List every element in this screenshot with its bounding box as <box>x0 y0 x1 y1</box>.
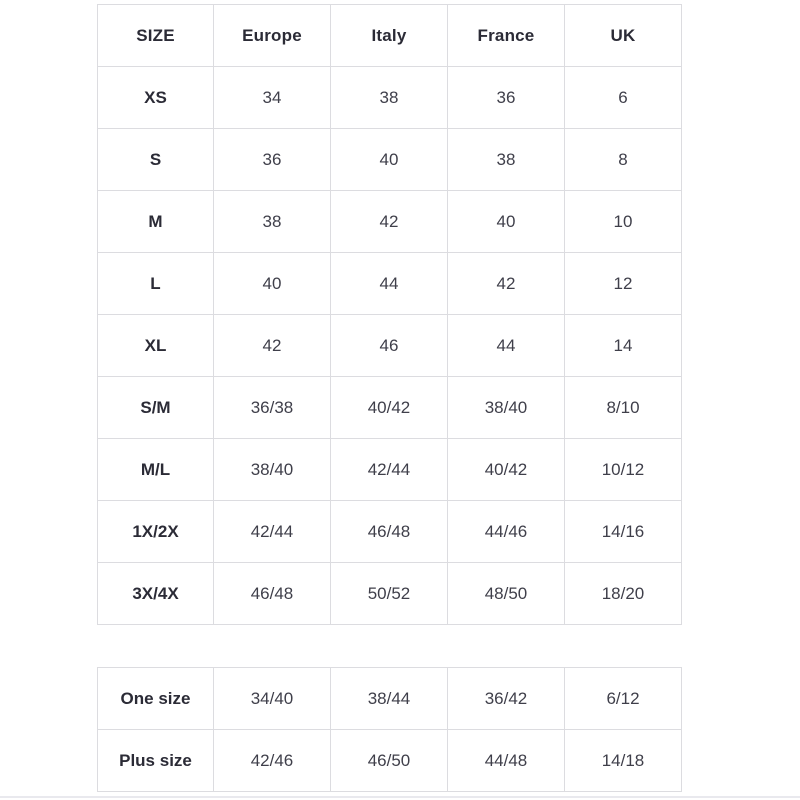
value-cell: 44 <box>331 253 448 315</box>
value-cell: 38/40 <box>214 439 331 501</box>
table-row <box>98 315 682 377</box>
value-cell: 50/52 <box>331 563 448 625</box>
value-cell: 38/40 <box>448 377 565 439</box>
value-cell: 42/44 <box>214 501 331 563</box>
value-cell: 14/16 <box>565 501 682 563</box>
page-bottom-divider <box>0 796 800 798</box>
table-row <box>98 377 682 439</box>
value-cell: 42 <box>448 253 565 315</box>
header-cell-uk: UK <box>565 5 682 67</box>
table-row <box>98 253 682 315</box>
size-conversion-table <box>97 4 682 625</box>
size-label-cell: M/L <box>98 439 214 501</box>
value-cell: 18/20 <box>565 563 682 625</box>
table-row <box>98 191 682 253</box>
value-cell: 36/38 <box>214 377 331 439</box>
value-cell: 12 <box>565 253 682 315</box>
table-row <box>98 67 682 129</box>
value-cell: 38/44 <box>331 668 448 730</box>
value-cell: 36 <box>448 67 565 129</box>
size-label-cell: 3X/4X <box>98 563 214 625</box>
table-row <box>98 129 682 191</box>
value-cell: 44/48 <box>448 730 565 792</box>
header-cell-europe: Europe <box>214 5 331 67</box>
value-cell: 40/42 <box>448 439 565 501</box>
value-cell: 40 <box>331 129 448 191</box>
table-row <box>98 563 682 625</box>
value-cell: 6/12 <box>565 668 682 730</box>
value-cell: 44 <box>448 315 565 377</box>
value-cell: 46 <box>331 315 448 377</box>
table-row <box>98 439 682 501</box>
value-cell: 48/50 <box>448 563 565 625</box>
value-cell: 40 <box>214 253 331 315</box>
size-label-cell: S <box>98 129 214 191</box>
header-row <box>98 5 682 67</box>
value-cell: 34/40 <box>214 668 331 730</box>
value-cell: 34 <box>214 67 331 129</box>
value-cell: 40/42 <box>331 377 448 439</box>
size-label-cell: L <box>98 253 214 315</box>
value-cell: 42 <box>214 315 331 377</box>
value-cell: 42/44 <box>331 439 448 501</box>
header-cell-italy: Italy <box>331 5 448 67</box>
value-cell: 36/42 <box>448 668 565 730</box>
size-label-cell: XL <box>98 315 214 377</box>
header-cell-size: SIZE <box>98 5 214 67</box>
value-cell: 6 <box>565 67 682 129</box>
table-row <box>98 668 682 730</box>
size-label-cell: XS <box>98 67 214 129</box>
value-cell: 8/10 <box>565 377 682 439</box>
size-label-cell: S/M <box>98 377 214 439</box>
value-cell: 46/48 <box>214 563 331 625</box>
value-cell: 46/50 <box>331 730 448 792</box>
value-cell: 10/12 <box>565 439 682 501</box>
value-cell: 38 <box>448 129 565 191</box>
table-row <box>98 730 682 792</box>
value-cell: 14/18 <box>565 730 682 792</box>
header-cell-france: France <box>448 5 565 67</box>
size-label-cell: One size <box>98 668 214 730</box>
value-cell: 44/46 <box>448 501 565 563</box>
value-cell: 46/48 <box>331 501 448 563</box>
size-label-cell: 1X/2X <box>98 501 214 563</box>
value-cell: 38 <box>214 191 331 253</box>
value-cell: 10 <box>565 191 682 253</box>
one-size-plus-size-table <box>97 667 682 792</box>
value-cell: 40 <box>448 191 565 253</box>
size-label-cell: Plus size <box>98 730 214 792</box>
value-cell: 42/46 <box>214 730 331 792</box>
value-cell: 42 <box>331 191 448 253</box>
table-row <box>98 501 682 563</box>
value-cell: 36 <box>214 129 331 191</box>
value-cell: 38 <box>331 67 448 129</box>
size-label-cell: M <box>98 191 214 253</box>
value-cell: 14 <box>565 315 682 377</box>
value-cell: 8 <box>565 129 682 191</box>
